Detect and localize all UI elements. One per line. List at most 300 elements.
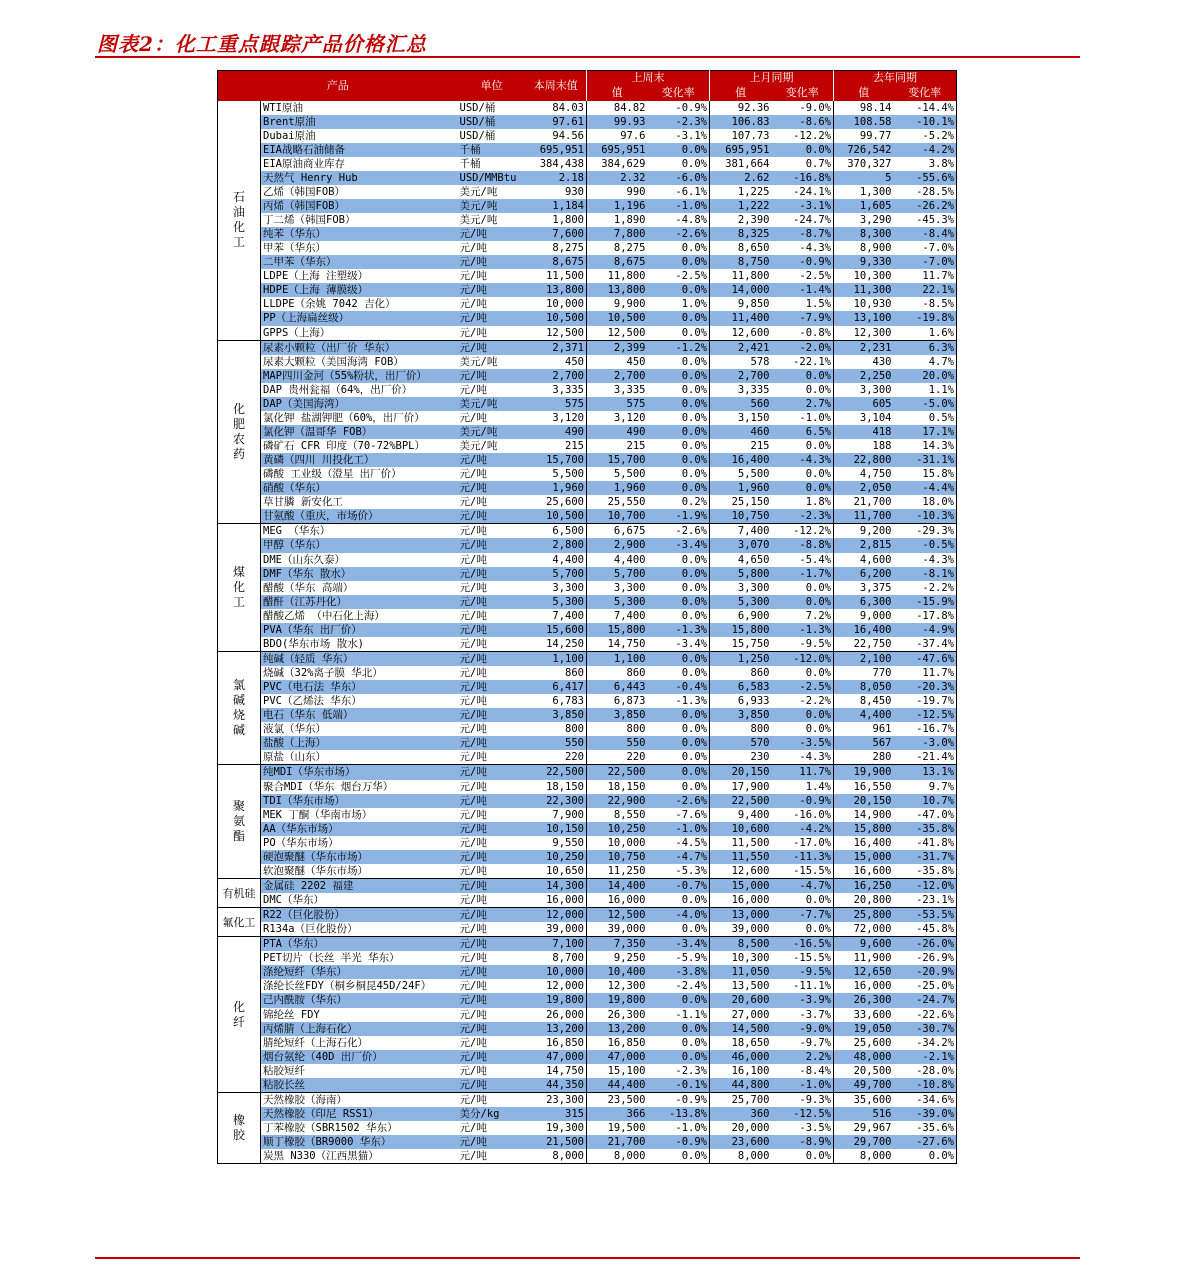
cell-lyc: -22.6% [916,1008,954,1021]
cell-lmc: 7.2% [805,609,831,622]
cell-lwc: -1.3% [648,623,710,637]
cell-lmc: -15.5% [793,864,831,877]
cell-ly: 2,250 [834,369,894,383]
cell-lm: 6,933 [710,694,772,708]
cell-lm: 9,850 [710,297,772,311]
cell-lmc: 0.0% [805,468,831,481]
table-row [218,750,957,765]
table-row [218,509,957,524]
cell-lmc: -7.7% [772,908,834,923]
cell-name: HDPE（上海 薄膜级） [261,283,458,297]
cell-lw: 22,500 [587,765,648,780]
top-rule [95,56,1080,58]
table-row [218,524,957,539]
cell-lmc: 0.0% [805,923,831,936]
cell-lw: 8,275 [587,241,648,255]
cell-lm: 14,000 [710,283,772,297]
cell-cur: 25,600 [546,496,584,509]
cell-lw: 39,000 [587,922,648,937]
cell-name: 氯化钾（温哥华 FOB） [261,425,458,439]
cell-lwc: 0.0% [648,143,710,157]
table-row [218,708,957,722]
cell-unit: 元/吨 [459,695,487,708]
cell-name: 天然橡胶（印尼 RSS1） [261,1107,458,1121]
cell-lm: 2.62 [710,171,772,185]
cell-cur: 12,000 [546,980,584,993]
cell-lwc: 0.0% [648,255,710,269]
cell-lw: 990 [587,185,648,199]
cell-lwc: 0.0% [648,283,710,297]
cell-ly: 9,330 [834,255,894,269]
table-row [218,241,957,255]
cell-ly: 29,700 [834,1135,894,1149]
cell-name: MEG （华东） [261,524,458,539]
cell-unit: 元/吨 [458,651,526,666]
cell-lw: 220 [587,750,648,765]
cell-cur: 575 [526,397,587,411]
cell-lwc: -7.6% [675,808,707,821]
cell-lyc: 1.1% [928,383,954,396]
cell-lwc: 0.0% [648,651,710,666]
cell-lw: 21,700 [587,1135,648,1149]
cell-lw: 12,500 [587,326,648,341]
cell-lm: 3,335 [710,383,772,397]
cell-unit: 美分/kg [458,1107,526,1121]
cell-lw: 8,000 [587,1149,648,1164]
cell-lm: 3,150 [710,411,772,425]
cell-lmc: -16.5% [772,937,834,952]
table-row [218,581,957,595]
table-row [218,1135,957,1149]
cell-ly: 108.58 [834,115,894,129]
table-row [218,129,957,143]
table-row [218,143,957,157]
cell-cur: 3,120 [552,411,584,424]
cell-lw: 13,800 [587,283,648,297]
cell-lwc: 0.0% [648,481,710,495]
cell-lm: 12,600 [710,326,772,341]
cell-lwc: 0.0% [681,780,707,793]
cell-cur: 215 [565,440,584,452]
cell-ly: 9,200 [834,524,894,539]
cell-name: 纯苯（华东） [261,227,458,241]
cell-unit: 元/吨 [458,708,526,722]
cell-unit: USD/MMBtu [458,171,526,185]
cell-lm: 11,050 [710,965,772,979]
cell-unit: 元/吨 [459,1064,487,1077]
cell-cur: 5,700 [526,567,587,581]
category-label: 化肥农药 [218,340,261,524]
cell-lm: 7,400 [710,524,772,539]
cell-lmc: -1.3% [772,623,834,637]
cell-cur: 8,275 [552,242,584,255]
cell-lyc: -4.9% [894,623,957,637]
cell-ly: 961 [834,722,894,736]
table-row [218,157,957,171]
cell-lwc: 0.0% [681,355,707,368]
table-row [218,1008,957,1022]
category-label: 石油化工 [218,101,261,341]
cell-ly: 19,900 [834,765,894,780]
cell-lm: 106.83 [710,115,772,129]
cell-cur: 44,350 [526,1078,587,1093]
cell-unit: 美元/吨 [459,355,498,368]
cell-unit: 元/吨 [459,1150,487,1163]
cell-unit: 元/吨 [458,1022,526,1036]
cell-lwc: -1.2% [648,340,710,355]
cell-lm: 8,500 [710,937,772,952]
cell-lyc: -12.0% [894,878,957,893]
cell-lyc: -15.9% [894,595,957,609]
cell-cur: 1,100 [526,651,587,666]
cell-cur: 5,300 [526,595,587,609]
cell-lmc: -1.4% [772,283,834,297]
cell-lmc: 1.5% [805,298,831,311]
cell-name: 金属硅 2202 福建 [261,878,458,893]
cell-lyc: 0.5% [928,411,954,424]
table-row [218,1064,957,1078]
cell-lmc: 6.5% [772,425,834,439]
cell-name: EIA原油商业库存 [263,157,345,170]
cell-ly: 72,000 [834,922,894,937]
cell-ly: 3,290 [834,213,894,227]
cell-name: DAP 贵州瓮福（64%，出厂价） [263,383,413,396]
table-row [218,637,957,652]
cell-lmc: -9.5% [799,637,831,650]
cell-lm: 15,800 [710,623,772,637]
cell-lmc: -9.3% [772,1092,834,1107]
cell-cur: 9,550 [552,836,584,849]
cell-ly: 22,750 [834,637,894,652]
cell-lm: 46,000 [710,1050,772,1064]
cell-lw: 3,335 [587,383,648,397]
cell-name: 尿素大颗粒（美国海湾 FOB） [263,355,404,368]
cell-lwc: -1.0% [648,199,710,213]
table-row [218,1092,957,1107]
cell-cur: 490 [526,425,587,439]
cell-lm: 2,421 [710,340,772,355]
cell-lm: 20,000 [710,1121,772,1135]
cell-unit: 元/吨 [459,923,487,936]
table-row [218,736,957,750]
cell-lyc: 22.1% [894,283,957,297]
cell-ly: 2,100 [834,651,894,666]
cell-lmc: -12.5% [772,1107,834,1121]
cell-cur: 23,300 [526,1092,587,1107]
cell-lwc: -4.8% [675,214,707,226]
cell-lmc: -8.9% [772,1135,834,1149]
cell-ly: 8,050 [834,680,894,694]
table-row [218,878,957,893]
cell-name: 腈纶短纤（上海石化） [263,1036,368,1049]
cell-lwc: 0.0% [648,311,710,325]
cell-unit: 元/吨 [458,878,526,893]
cell-lw: 25,550 [587,495,648,509]
cell-unit: 千桶 [459,157,481,170]
cell-ly: 516 [834,1107,894,1121]
cell-lyc: -34.2% [916,1036,954,1049]
cell-lyc: -10.3% [894,509,957,524]
cell-unit: 元/吨 [459,270,487,283]
cell-lmc: -0.9% [772,794,834,808]
table-row [218,922,957,937]
cell-lyc: -4.3% [922,553,954,566]
table-row [218,694,957,708]
cell-lwc: 0.0% [681,894,707,906]
cell-lmc: -1.0% [772,1078,834,1093]
cell-lm: 800 [710,722,772,736]
cell-lyc: -20.3% [894,680,957,694]
cell-lwc: -2.5% [675,270,707,283]
cell-ly: 15,000 [834,850,894,864]
cell-lmc: -3.5% [772,736,834,750]
cell-ly: 16,400 [834,836,894,850]
cell-lw: 7,350 [587,937,648,952]
cell-name: 二甲苯（华东） [261,255,458,269]
cell-unit: 美元/吨 [458,397,526,411]
cell-lm: 360 [710,1107,772,1121]
table-row [218,397,957,411]
table-body [218,101,957,1164]
cell-lwc: 0.0% [681,751,707,764]
cell-name: 天然橡胶（海南） [261,1092,458,1107]
cell-lyc: -8.5% [922,298,954,311]
table-row [218,595,957,609]
cell-cur: 695,951 [526,143,587,157]
cell-lwc: 0.0% [648,397,710,411]
cell-ly: 21,700 [834,495,894,509]
cell-ly: 15,800 [834,822,894,836]
cell-lm: 2,700 [710,369,772,383]
cell-unit: 元/吨 [458,1135,526,1149]
cell-lm: 1,960 [710,481,772,495]
cell-lw: 26,300 [587,1008,648,1022]
cell-unit: 元/吨 [458,1050,526,1064]
cell-cur: 1,184 [526,199,587,213]
cell-cur: 15,700 [526,453,587,467]
cell-name: AA（华东市场） [261,822,458,836]
cell-lmc: -7.9% [772,311,834,325]
cell-ly: 8,450 [834,694,894,708]
cell-cur: 5,500 [552,468,584,481]
cell-lyc: 18.0% [922,496,954,509]
cell-lyc: -17.8% [916,609,954,622]
cell-lw: 384,629 [587,157,648,171]
table-row [218,227,957,241]
cell-ly: 770 [834,666,894,680]
cell-unit: 元/吨 [459,637,487,650]
cell-lmc: 0.0% [772,708,834,722]
cell-lmc: 0.0% [805,1150,831,1163]
cell-lw: 10,500 [587,311,648,325]
cell-lm: 5,800 [710,567,772,581]
cell-lm: 4,650 [710,553,772,567]
cell-lyc: -4.4% [894,481,957,495]
cell-lwc: -3.4% [648,937,710,952]
cell-unit: 元/吨 [459,553,487,566]
header-product: 产品 [218,71,458,101]
cell-cur: 3,335 [552,383,584,396]
cell-name: BDO(华东市场 散水) [263,637,364,650]
cell-unit: 元/吨 [459,298,487,311]
cell-ly: 430 [834,355,894,369]
cell-lwc: -2.6% [648,227,710,241]
cell-lm: 11,400 [710,311,772,325]
cell-lwc: 0.0% [648,1050,710,1064]
cell-lyc: -12.5% [894,708,957,722]
table-row [218,864,957,879]
cell-lmc: -24.1% [793,185,831,198]
table-row [218,213,957,227]
cell-ly: 11,700 [834,509,894,524]
cell-lyc: -35.8% [894,822,957,836]
cell-ly: 1,300 [834,185,894,199]
cell-lyc: -31.7% [894,850,957,864]
cell-lmc: -17.0% [793,836,831,849]
header-unit: 单位 [458,71,526,101]
cell-ly: 9,000 [834,609,894,623]
cell-name: LDPE（上海 注塑级） [263,270,369,283]
cell-unit: 元/吨 [458,567,526,581]
cell-ly: 48,000 [834,1050,894,1064]
cell-cur: 16,850 [546,1036,584,1049]
cell-name: 涤纶长丝FDY（桐乡桐昆45D/24F） [263,980,432,993]
cell-lyc: 14.3% [922,440,954,452]
header-value: 值 [710,86,772,101]
cell-lw: 16,000 [587,893,648,908]
cell-lmc: 1.4% [805,780,831,793]
cell-unit: 元/吨 [458,736,526,750]
cell-lmc: -8.7% [772,227,834,241]
cell-lw: 2,700 [587,369,648,383]
table-row [218,680,957,694]
cell-ly: 6,200 [834,567,894,581]
cell-lm: 1,225 [710,185,772,199]
cell-lyc: 11.7% [922,667,954,679]
cell-lmc: -3.9% [772,993,834,1007]
cell-lwc: 0.0% [681,609,707,622]
cell-name: PET切片（长丝 半光 华东） [263,952,400,965]
cell-cur: 550 [526,736,587,750]
cell-lm: 11,500 [710,836,772,850]
cell-lyc: -24.7% [894,993,957,1007]
cell-unit: 元/吨 [459,242,487,255]
cell-unit: 元/吨 [459,383,487,396]
category-label: 橡胶 [218,1092,261,1163]
cell-lmc: -11.1% [793,980,831,993]
cell-name: 烧碱（32%离子膜 华北） [263,667,383,679]
cell-lm: 27,000 [710,1008,772,1022]
cell-lm: 13,500 [710,979,772,993]
cell-lmc: -2.3% [772,509,834,524]
cell-lm: 16,100 [710,1064,772,1078]
cell-name: 醋酐（江苏丹化） [261,595,458,609]
cell-lw: 14,400 [587,878,648,893]
cell-lyc: -27.6% [894,1135,957,1149]
cell-lmc: -8.4% [799,1064,831,1077]
cell-lw: 3,850 [587,708,648,722]
cell-lyc: -55.6% [894,171,957,185]
table-row [218,171,957,185]
cell-lm: 92.36 [710,101,772,115]
cell-lwc: -0.4% [648,680,710,694]
cell-unit: 元/吨 [458,481,526,495]
cell-name: DMC（华东） [263,894,324,906]
cell-ly: 26,300 [834,993,894,1007]
cell-lmc: 0.0% [805,383,831,396]
cell-lyc: -8.4% [894,227,957,241]
cell-lwc: -0.9% [648,1092,710,1107]
cell-lm: 215 [710,439,772,453]
cell-lmc: -11.3% [772,850,834,864]
cell-unit: 元/吨 [459,980,487,993]
cell-lwc: 0.0% [681,923,707,936]
category-label: 有机硅 [218,878,261,907]
table-row [218,185,957,199]
cell-ly: 22,800 [834,453,894,467]
cell-lw: 7,400 [587,609,648,623]
cell-cur: 8,700 [552,952,584,965]
cell-lmc: -24.7% [793,214,831,226]
cell-lw: 5,700 [587,567,648,581]
cell-lm: 8,750 [710,255,772,269]
cell-lw: 5,300 [587,595,648,609]
cell-lmc: -2.2% [799,695,831,708]
table-row [218,808,957,822]
cell-lyc: -41.8% [916,836,954,849]
cell-lw: 12,500 [587,908,648,923]
cell-ly: 10,300 [834,269,894,283]
cell-lw: 8,550 [587,808,648,822]
cell-lwc: 0.0% [648,425,710,439]
cell-lw: 15,700 [587,453,648,467]
cell-lm: 8,325 [710,227,772,241]
cell-cur: 10,000 [546,298,584,311]
cell-name: 纯MDI（华东市场） [261,765,458,780]
cell-cur: 7,400 [552,609,584,622]
cell-ly: 25,800 [834,908,894,923]
cell-unit: 元/吨 [458,623,526,637]
cell-unit: 元/吨 [458,765,526,780]
cell-lyc: -21.4% [916,751,954,764]
cell-lwc: 0.0% [681,1036,707,1049]
cell-unit: 元/吨 [458,340,526,355]
table-row [218,780,957,794]
cell-lm: 5,500 [710,467,772,481]
cell-lw: 10,750 [587,850,648,864]
cell-name: PVA（华东 出厂价） [261,623,458,637]
table-row [218,666,957,680]
cell-lwc: -1.1% [675,1008,707,1021]
cell-cur: 10,250 [526,850,587,864]
cell-lwc: 0.0% [681,667,707,679]
cell-lm: 1,222 [710,199,772,213]
cell-lm: 230 [710,750,772,765]
cell-name: GPPS（上海） [263,326,331,339]
cell-lyc: 20.0% [894,369,957,383]
cell-lm: 8,000 [710,1149,772,1164]
cell-cur: 22,300 [526,794,587,808]
cell-cur: 1,800 [552,214,584,226]
table-row [218,255,957,269]
cell-lwc: -4.0% [648,908,710,923]
cell-lw: 3,300 [587,581,648,595]
cell-ly: 5 [834,171,894,185]
cell-lm: 3,850 [710,708,772,722]
cell-name: MAP四川金河（55%粉状，出厂价） [261,369,458,383]
cell-lwc: 0.0% [681,157,707,170]
cell-lm: 570 [710,736,772,750]
